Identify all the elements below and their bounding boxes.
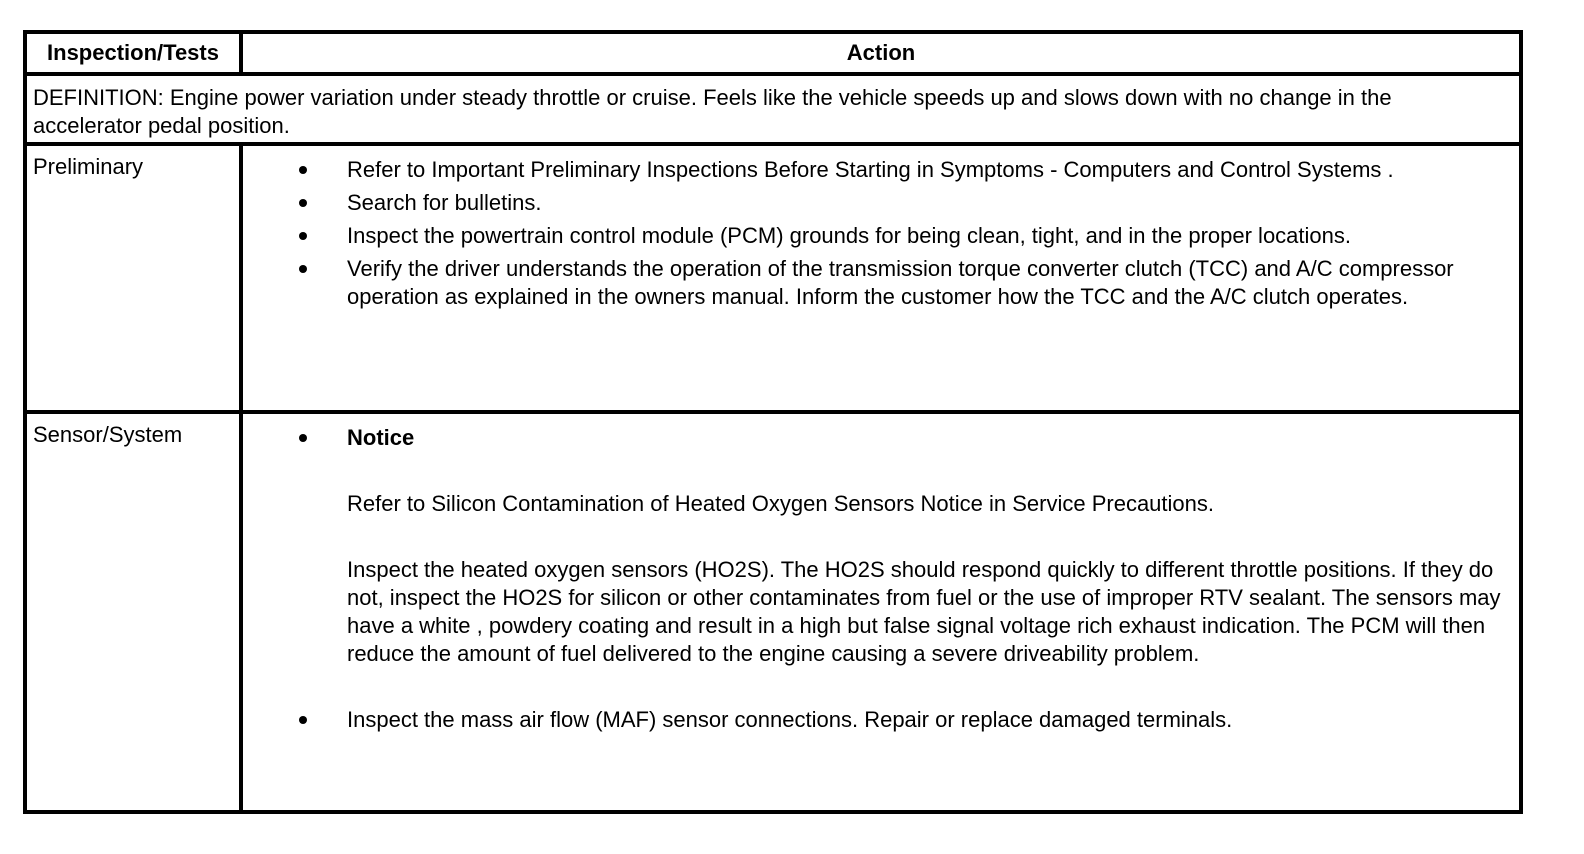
- bullet-icon: [299, 166, 307, 174]
- notice-title: Notice: [347, 425, 415, 450]
- row-label-cell: [27, 414, 243, 814]
- bullet-icon: [299, 232, 307, 240]
- bullet-icon: [299, 716, 307, 724]
- list-item: [243, 424, 1511, 668]
- row-action-cell: [243, 146, 1519, 410]
- list-item-text: Inspect the mass air flow (MAF) sensor connections. Repair or replace damaged terminals.: [347, 707, 1233, 732]
- list-item-text: Search for bulletins.: [347, 190, 542, 215]
- action-list: [243, 424, 1511, 739]
- row-action-cell: [243, 414, 1519, 814]
- notice-detail: Inspect the heated oxygen sensors (HO2S). The HO2S should respond quickly to different throttle positions. If they do not, inspect the HO2S for silicon or other contaminates from fuel or the use of improper RTV sealant. The sensors may have a white , powdery coating and result in a high but false signal voltage rich exhaust indication. The PCM will then reduce the amount of fuel delivered to the engine causing a severe driveability problem.: [347, 557, 1501, 666]
- row-label: Sensor/System: [33, 422, 183, 447]
- action-list: [243, 156, 1511, 316]
- definition-text: DEFINITION: Engine power variation under steady throttle or cruise. Feels like the vehicle speeds up and slows down with no change in the accelerator pedal position.: [33, 85, 1392, 138]
- table-row-sensor-system: [27, 414, 1519, 814]
- row-label-cell: [27, 146, 243, 410]
- bullet-icon: [299, 199, 307, 207]
- definition-row: [27, 76, 1519, 146]
- header-inspection-tests: Inspection/Tests: [27, 34, 243, 72]
- list-item-text: Refer to Important Preliminary Inspections Before Starting in Symptoms - Computers and Control Systems .: [347, 157, 1394, 182]
- list-item: [243, 189, 1511, 217]
- table-header-row: [27, 34, 1519, 76]
- table-row-preliminary: [27, 146, 1519, 414]
- list-item-text: Verify the driver understands the operation of the transmission torque converter clutch (TCC) and A/C compressor operation as explained in the owners manual. Inform the customer how the TCC and the A/C clutch operates.: [347, 256, 1454, 309]
- list-item: [243, 222, 1511, 250]
- header-action: Action: [846, 40, 916, 65]
- notice-text: Refer to Silicon Contamination of Heated Oxygen Sensors Notice in Service Precautions.: [347, 491, 1214, 516]
- list-item: [243, 156, 1511, 184]
- row-label: Preliminary: [33, 154, 144, 179]
- list-item-text: Inspect the powertrain control module (PCM) grounds for being clean, tight, and in the proper locations.: [347, 223, 1351, 248]
- diagnostic-table: [23, 30, 1523, 814]
- list-item: [243, 255, 1511, 311]
- bullet-icon: [299, 434, 307, 442]
- bullet-icon: [299, 265, 307, 273]
- list-item: [243, 706, 1511, 734]
